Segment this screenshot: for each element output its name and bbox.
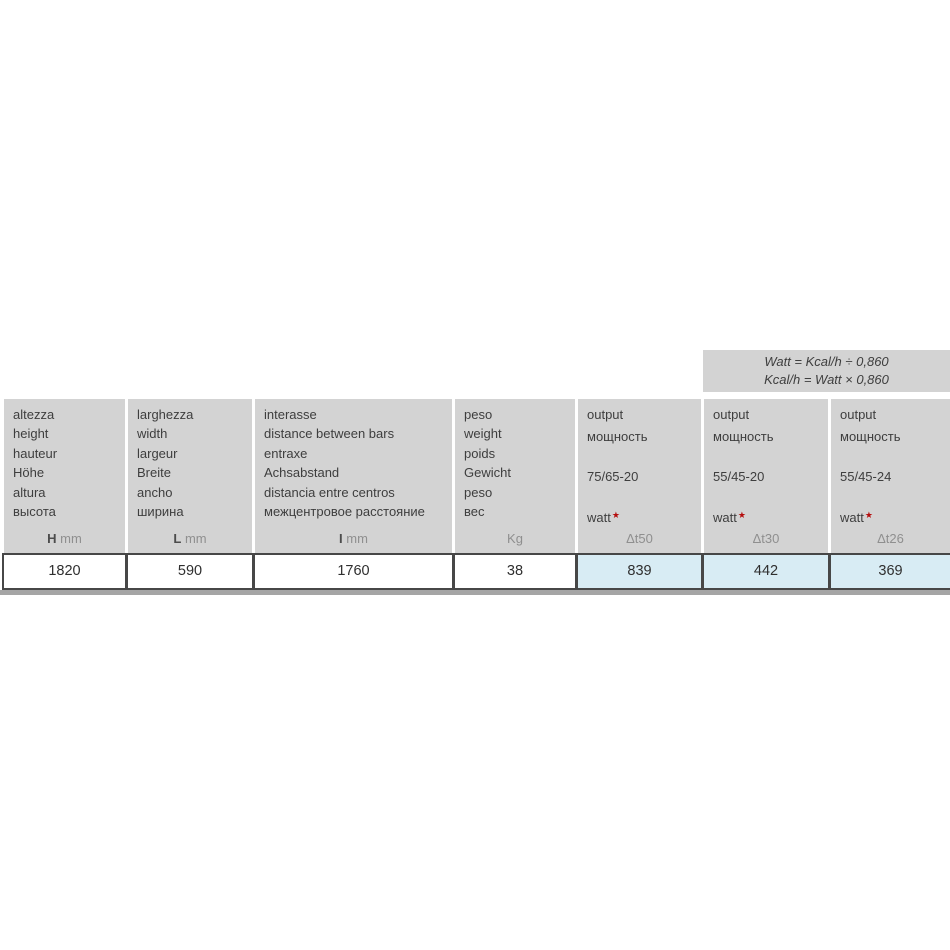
output-watt: [713, 506, 828, 527]
label-en: width: [137, 426, 168, 442]
label-ru: высота: [13, 504, 56, 520]
language-labels: [455, 399, 575, 521]
unit-row-height: [4, 531, 125, 546]
label-ru: вес: [464, 504, 485, 520]
label-it: altezza: [13, 407, 55, 422]
footnote-star-icon: ★: [611, 510, 620, 521]
unit-symbol: L: [173, 531, 182, 546]
header-col-output-dt50: [578, 399, 701, 553]
value-weight: 38: [455, 555, 575, 588]
header-col-height: [4, 399, 125, 553]
output-title-ru: мощность: [840, 429, 901, 445]
label-it: peso: [464, 407, 493, 422]
delta-label: Δt50: [626, 531, 653, 546]
footnote-star-icon: ★: [737, 510, 746, 521]
label-en: height: [13, 426, 49, 442]
value-height: 1820: [4, 555, 125, 588]
output-regime: 75/65-20: [587, 468, 639, 484]
language-labels: [4, 399, 125, 521]
delta-label: Δt26: [877, 531, 904, 546]
label-fr: entraxe: [264, 445, 308, 461]
output-title: output: [587, 407, 624, 422]
header-col-width: [128, 399, 252, 553]
formula-line-2: Kcal/h = Watt × 0,860: [764, 372, 889, 387]
label-de: Gewicht: [464, 465, 511, 481]
label-es: peso: [464, 484, 493, 500]
conversion-formula-box: [703, 350, 950, 392]
output-title-ru: мощность: [587, 429, 648, 445]
unit-row-width: [128, 531, 252, 546]
label-ru: ширина: [137, 504, 184, 520]
formula-line-1: Watt = Kcal/h ÷ 0,860: [764, 354, 889, 369]
header-col-distance: [255, 399, 452, 553]
unit-symbol: H: [47, 531, 57, 546]
value-distance: 1760: [255, 555, 452, 588]
label-de: Höhe: [13, 465, 45, 481]
label-es: ancho: [137, 484, 173, 500]
label-it: interasse: [264, 407, 317, 422]
output-watt: [587, 506, 701, 527]
language-labels: [255, 399, 452, 521]
output-title: output: [713, 407, 750, 422]
output-regime: 55/45-20: [713, 468, 765, 484]
output-watt: [840, 506, 950, 527]
header-col-output-dt30: [704, 399, 828, 553]
footnote-star-icon: ★: [864, 510, 873, 521]
unit-row-distance: [255, 531, 452, 546]
label-de: Achsabstand: [264, 465, 340, 481]
delta-label: Δt30: [752, 531, 780, 546]
label-ru: межцентровое расстояние: [264, 504, 425, 520]
value-output-dt26: 369: [831, 555, 950, 588]
language-labels: [128, 399, 252, 521]
value-output-dt50: 839: [578, 555, 701, 588]
unit-label: mm: [184, 531, 207, 546]
label-it: larghezza: [137, 407, 194, 422]
unit-row-weight: [455, 531, 575, 546]
header-col-weight: [455, 399, 575, 553]
label-es: distancia entre centros: [264, 484, 395, 500]
unit-symbol: I: [339, 531, 343, 546]
watt-text: watt: [840, 510, 864, 526]
label-fr: largeur: [137, 445, 178, 461]
header-col-output-dt26: [831, 399, 950, 553]
label-de: Breite: [137, 465, 171, 481]
output-title-ru: мощность: [713, 429, 774, 445]
output-regime: 55/45-24: [840, 468, 892, 484]
table-bottom-shadow: [0, 590, 950, 595]
unit-label: Kg: [507, 531, 523, 546]
output-title: output: [840, 407, 877, 422]
watt-text: watt: [587, 510, 611, 526]
label-fr: poids: [464, 445, 496, 461]
value-width: 590: [128, 555, 252, 588]
unit-label: mm: [60, 531, 82, 546]
label-en: weight: [464, 426, 502, 442]
label-en: distance between bars: [264, 426, 395, 442]
unit-label: mm: [346, 531, 368, 546]
watt-text: watt: [713, 510, 737, 526]
label-fr: hauteur: [13, 445, 58, 461]
value-output-dt30: 442: [704, 555, 828, 588]
label-es: altura: [13, 484, 46, 500]
